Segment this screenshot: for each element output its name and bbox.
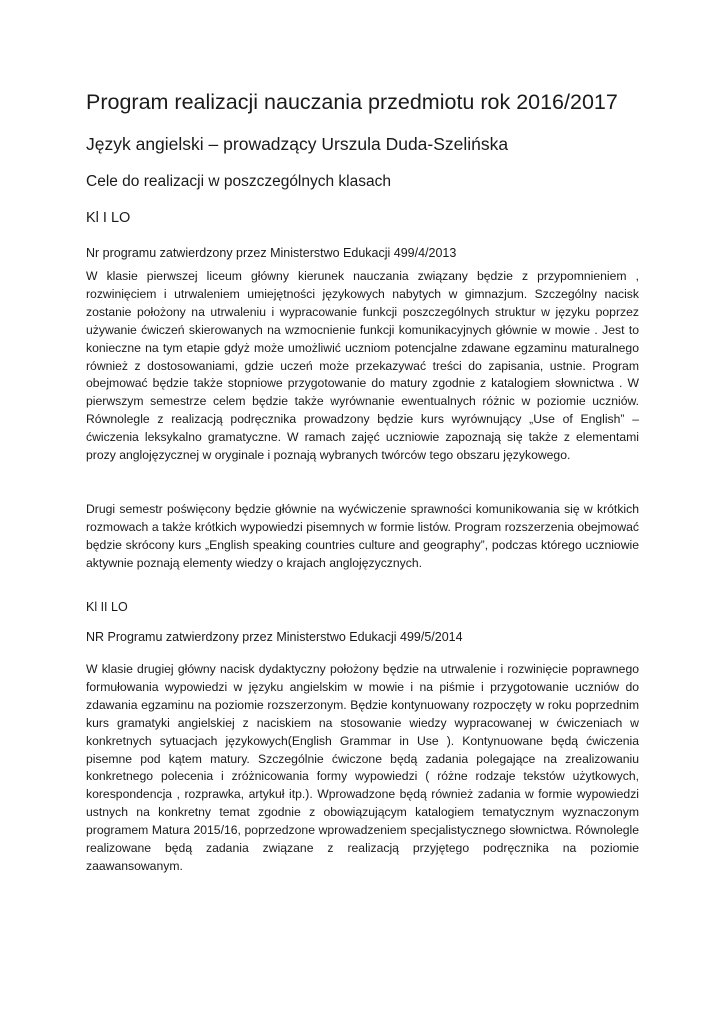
paragraph-kl-ii-lo-1: W klasie drugiej główny nacisk dydaktyczny położony będzie na utrwalenie i rozwinięcie poprawnego formułowania wypowiedzi w języku angielskim w mowie i na piśmie i przygotowanie uczniów do zdawania egzaminu na poziomie rozszerzonym. Będzie kontynuowany rozpoczęty w roku poprzednim kurs gramatyki angielskiej z naciskiem na stosowanie wiedzy wypracowanej w ćwiczeniach w konkretnych sytuacjach językowych(English Grammar in Use ). Kontynuowane będą ćwiczenia pisemne pod kątem matury. Szczególnie ćwiczone będą zadania polegające na zrealizowaniu konkretnego polecenia i zróżnicowania formy wypowiedzi ( różne rodzaje tekstów użytkowych, korespondencja , rozprawka, artykuł itp.). Wprowadzone będą również zadania w formie wypowiedzi ustnych na konkretny temat zgodnie z obowiązującym katalogiem tematycznym wyznaczonym programem Matura 2015/16, poprzedzone wprowadzeniem specjalistycznego słownictwa. Równolegle realizowane będą zadania związane z realizacją przyjętego podręcznika na poziomie zaawansowanym. (86, 662, 639, 873)
section-heading: Cele do realizacji w poszczególnych klasach (86, 173, 391, 190)
class-heading-kl-ii-lo: Kl II LO (86, 600, 128, 614)
program-number-kl-ii-lo: NR Programu zatwierdzony przez Ministerstwo Edukacji 499/5/2014 (86, 630, 463, 644)
document-subtitle: Język angielski – prowadzący Urszula Duda-Szelińska (86, 134, 509, 154)
paragraph-kl-i-lo-2: Drugi semestr poświęcony będzie głównie na wyćwiczenie sprawności komunikowania się w krótkich rozmowach a także krótkich wypowiedzi pisemnych w formie listów. Program rozszerzenia obejmować będzie skrócony kurs „English speaking countries culture and geography”, podczas którego uczniowie aktywnie poznają elementy wiedzy o krajach anglojęzycznych. (86, 502, 639, 570)
class-heading-kl-i-lo: Kl I LO (86, 210, 131, 226)
program-number-kl-i-lo: Nr programu zatwierdzony przez Ministerstwo Edukacji 499/4/2013 (86, 246, 457, 260)
document-title: Program realizacji nauczania przedmiotu rok 2016/2017 (86, 90, 618, 114)
paragraph-kl-i-lo-1: W klasie pierwszej liceum główny kierunek nauczania związany będzie z przypomnieniem , rozwinięciem i utrwaleniem umiejętności językowych nabytych w gimnazjum. Szczególny nacisk zostanie położony na utrwaleniu i wypracowanie funkcji poszczególnych struktur w języku poprzez używanie ćwiczeń skierowanych na wzmocnienie funkcji komunikacyjnych głównie w mowie . Jest to konieczne na tym etapie gdyż może umożliwić uczniom potencjalne zdawane egzaminu maturalnego również z dostosowaniami, gdzie uczeń może przekazywać treści do zapisania, ustnie. Program obejmować będzie także stopniowe przygotowanie do matury zgodnie z katalogiem słownictwa . W pierwszym semestrze celem będzie także wyrównanie ewentualnych różnic w poziomie uczniów. Równolegle z realizacją podręcznika prowadzony będzie kurs wyrównujący „Use of English” – ćwiczenia leksykalno gramatyczne. W ramach zajęć uczniowie zapoznają się także z elementami prozy anglojęzycznej w oryginale i poznają wybranych twórców tego obszaru językowego. (86, 269, 639, 463)
